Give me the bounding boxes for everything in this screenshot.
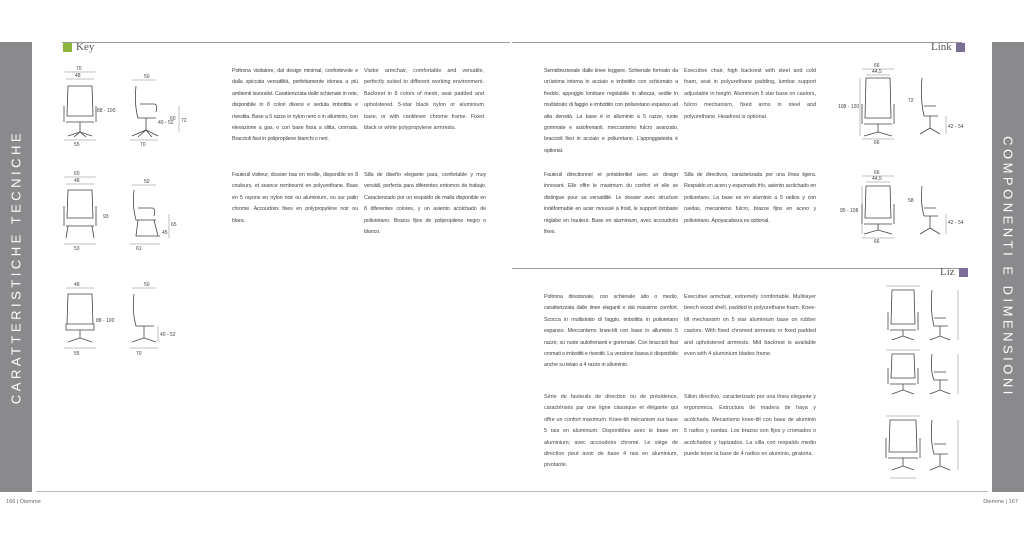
key-r3-seat-width: 48 — [74, 282, 80, 288]
key-r3-base-depth: 70 — [136, 351, 142, 357]
link-title-text: Link — [931, 41, 952, 53]
link-r2-side-chair — [920, 186, 940, 234]
key-r3-height: 88 - 100 — [96, 318, 115, 324]
key-title — [63, 41, 94, 53]
liz-accent-square — [959, 268, 968, 277]
link-accent-square — [956, 43, 965, 52]
link-text-fr: Fauteuil directionnel et présidentiel avec un design innovant. Elle offre le maximum du confort et elle se distingue pour sa versatilité. Le dossier avec structure indéformable en acier moussé à froid, le support lombaire réglabe en hauteur. Base en aluminium, avec accoudoirs fixes. — [544, 172, 678, 236]
link-text-it: Semidirezionale dalle linee leggere. Schienale formato da un'anima interna in acciaio e imbottito con schiumato a freddo, appoggio lombare regolabile in altezza, sedile in multistrato di faggio e imbottito con poliuretano espanso ad alta densità. La base è in alluminio a 5 razze, ruote gommate e autofrenanti, meccanismo fulcro avanzato, braccioli fissi in acciaio e poliuretano. L'appoggiatesta è optional. — [544, 68, 678, 154]
link-text-es: Silla de directivos, caracterizada por una línea ligera. Respaldo en acero y espumado frío, asiento acolchado en poliuretano. La base es en aluminio a 5 radios y con ruedas, mecanismo fulcro, brazos fijos en acero y poliuretano. Apoyacabeza es optional. — [684, 172, 816, 224]
liz-title — [940, 266, 968, 278]
link-r1-front-chair — [862, 78, 894, 136]
footer-right-brand: Diemme — [983, 499, 1005, 505]
link-text-en: Executive chair, high backrest with steel and cold foam, seat in polyurethane padding, lumbar support adjustable in height. Aluminium 5 star base on castors, fulcro mechanism, fixed arms in steel and polyurethane. Headrest is optional. — [684, 68, 816, 120]
key-r2-seat-width: 48 — [74, 178, 80, 184]
footer-left-brand: Diemme — [19, 499, 41, 505]
right-sidebar — [992, 42, 1024, 492]
key-r1-seat-height: 40 - 52 — [158, 120, 174, 126]
bottom-rule — [36, 491, 988, 492]
left-sidebar — [0, 42, 32, 492]
key-r3-base-width: 55 — [74, 351, 80, 357]
key-accent-square — [63, 43, 72, 52]
link-r2-base-width: 66 — [874, 239, 880, 245]
liz-drawings — [884, 282, 966, 486]
link-r2-front-chair — [862, 186, 894, 234]
key-r2-height: 93 — [103, 214, 109, 220]
key-r3-front-chair — [66, 294, 94, 342]
liz-rule — [512, 268, 962, 269]
link-r1-base-width: 66 — [874, 140, 880, 146]
link-r1-seat-level: 72 — [908, 98, 914, 104]
key-text-es: Silla de diseño elegante para, confortable y muy versátil, perfecta para diferentes entornos de trabajo. Caracterizado por un respaldo de malla disponible en 8 diferentes colores, y un asiento acolchado de poliuretano. Brazos fijos de polipropileno negro o blanco. — [364, 172, 486, 236]
key-text-en: Visitor armchair, comfortable and versatile, perfectly suited to different working environment. Backrest in 8 colors of mesh, seat padded and upholstered. 5-star black nylon or aluminium base, or with cantilever chrome frame. Fixed black or white polypropylene armrests. — [364, 68, 484, 132]
liz-high-chair — [886, 286, 958, 340]
key-r1-base-width: 55 — [74, 142, 80, 148]
liz-mid-chair-b — [886, 416, 958, 478]
key-r1-side-depth: 50 — [144, 74, 150, 80]
key-r2-top-width: 60 — [74, 171, 80, 177]
key-r2-front-chair — [64, 190, 96, 238]
liz-mid-chair-a — [886, 350, 958, 394]
right-sidebar-label: COMPONENTI E DIMENSIONI — [1000, 136, 1016, 398]
key-r2-arm-height: 65 — [171, 222, 177, 228]
footer-left: 166 | Diemme — [6, 499, 41, 505]
key-r1-front-chair — [67, 86, 93, 116]
liz-title-text: Liz — [940, 266, 955, 278]
key-r1-top-width: 70 — [76, 66, 82, 72]
link-r2-side-height: 42 - 54 — [948, 220, 964, 226]
link-row1-drawings — [836, 62, 966, 146]
link-title — [931, 41, 965, 53]
link-r2-mid-width: 44,5 — [872, 176, 882, 182]
link-r1-height: 108 - 120 — [838, 104, 860, 110]
key-r2-seat-height: 45 — [162, 230, 168, 236]
key-r3-side-chair — [132, 294, 156, 342]
link-r2-seat-level: 58 — [908, 198, 914, 204]
liz-text-fr: Série de fauteuils de direction ou de présidence, caractérisés par une ligne classique et élégante qui offre un confort maximum. Knee-tilt mécanism sur base 5 rais en aluminium. Disponibles avec le base en aluminium; avec accoudoirs chromé. Le siège de direction peut avoir de base 4 rais en aluminium, pivotante. — [544, 394, 678, 469]
key-r2-base-width: 53 — [74, 246, 80, 252]
top-rule-right — [512, 42, 962, 43]
footer-right: Diemme | 167 — [983, 499, 1018, 505]
key-r1-arm-height: 60 — [170, 116, 176, 122]
key-row3-drawings — [52, 280, 192, 360]
link-r1-side-height: 42 - 54 — [948, 124, 964, 130]
key-r3-seat-height: 40 - 52 — [160, 332, 176, 338]
liz-text-es: Sillon directivo, caracterizado por una línea elegante y ergonomica. Estructura de madera de haya y acolchada. Mecanismo knee-tilt con base de aluminio 5 radios y ruedas. Los brazos son fijos y cromados o acolchados y tapizados. La silla con respaldo medio puede tener la base de 4 radios en aluminio, giratoria. — [684, 394, 816, 458]
key-text-fr: Fauteuil visiteur, dossier bas en resille, disponible en 8 couleurs, et seance rembourré en polyurethane. Base en 5 rayons en nylon noir ou aluminium, ou sur patin chromé. Accoudoirs fixes en polypropylène noir ou blanc. — [232, 172, 358, 224]
key-text-it: Poltrona visitatore, dal design minimal, confortevole e dalla spiccata versatilità, perfettamente idonea a più ambienti lavorativi. Caratterizzata dallo schienale in rete, disponibile in 8 colori diversi e seduta imbottita e rivestita. Base a 5 razze in nylon nero o in alluminio, con elevazione a gas, o con base fissa a slitta, cromata. Braccioli fissi in polipropilene bianchi o neri. — [232, 68, 358, 143]
key-r1-height: 88 - 100 — [97, 108, 116, 114]
link-row2-drawings — [836, 168, 966, 246]
footer-left-page: 166 — [6, 499, 16, 505]
key-r2-base-depth: 61 — [136, 246, 142, 252]
footer-right-page: 167 — [1008, 499, 1018, 505]
key-r1-seat-width: 48 — [75, 73, 81, 79]
key-r2-side-chair — [133, 190, 160, 236]
link-r1-top-width: 66 — [874, 63, 880, 69]
key-r1-base-depth: 70 — [140, 142, 146, 148]
key-r3-side-depth: 50 — [144, 282, 150, 288]
key-title-text: Key — [76, 41, 95, 53]
key-row2-drawings — [52, 170, 192, 254]
liz-text-en: Executive armchair, extremely comfortable. Multilayer beech wood shell, padded in polyurethane foam. Knee-tilt mechanism on 5 star aluminium base on rubber castors. With fixed chromed armrests or fixed padded and upholstered armrests. Mid backrest is available even with 4 aluminium blades frame. — [684, 294, 816, 358]
left-sidebar-label: CARATTERISTICHE TECNICHE — [8, 129, 24, 405]
liz-text-it: Poltrona direzionale, con schienale alto o medio, caratterizzata dalle linee eleganti e dal massimo comfort. Scocca in multistrato di faggio, imbottita in poliuretano espanso. Meccanismo knee-tilt con base in alluminio 5 razze, su ruote autofrenanti e gommate. Con braccioli fissi cromati o imbottiti e rivestiti. La versione bassa è disponibile anche su telaio a 4 razze in alluminio. — [544, 294, 678, 369]
key-r1-side-chair — [132, 86, 158, 137]
link-r1-mid-width: 44,5 — [872, 69, 882, 75]
key-r1-side-total: 72 — [181, 118, 187, 124]
key-r2-side-depth: 50 — [144, 179, 150, 185]
link-r2-height: 95 - 108 — [840, 208, 859, 214]
key-row1-drawings — [52, 66, 192, 150]
top-rule-left — [62, 42, 510, 43]
link-r2-top-width: 66 — [874, 170, 880, 176]
link-r1-side-chair — [920, 78, 940, 134]
